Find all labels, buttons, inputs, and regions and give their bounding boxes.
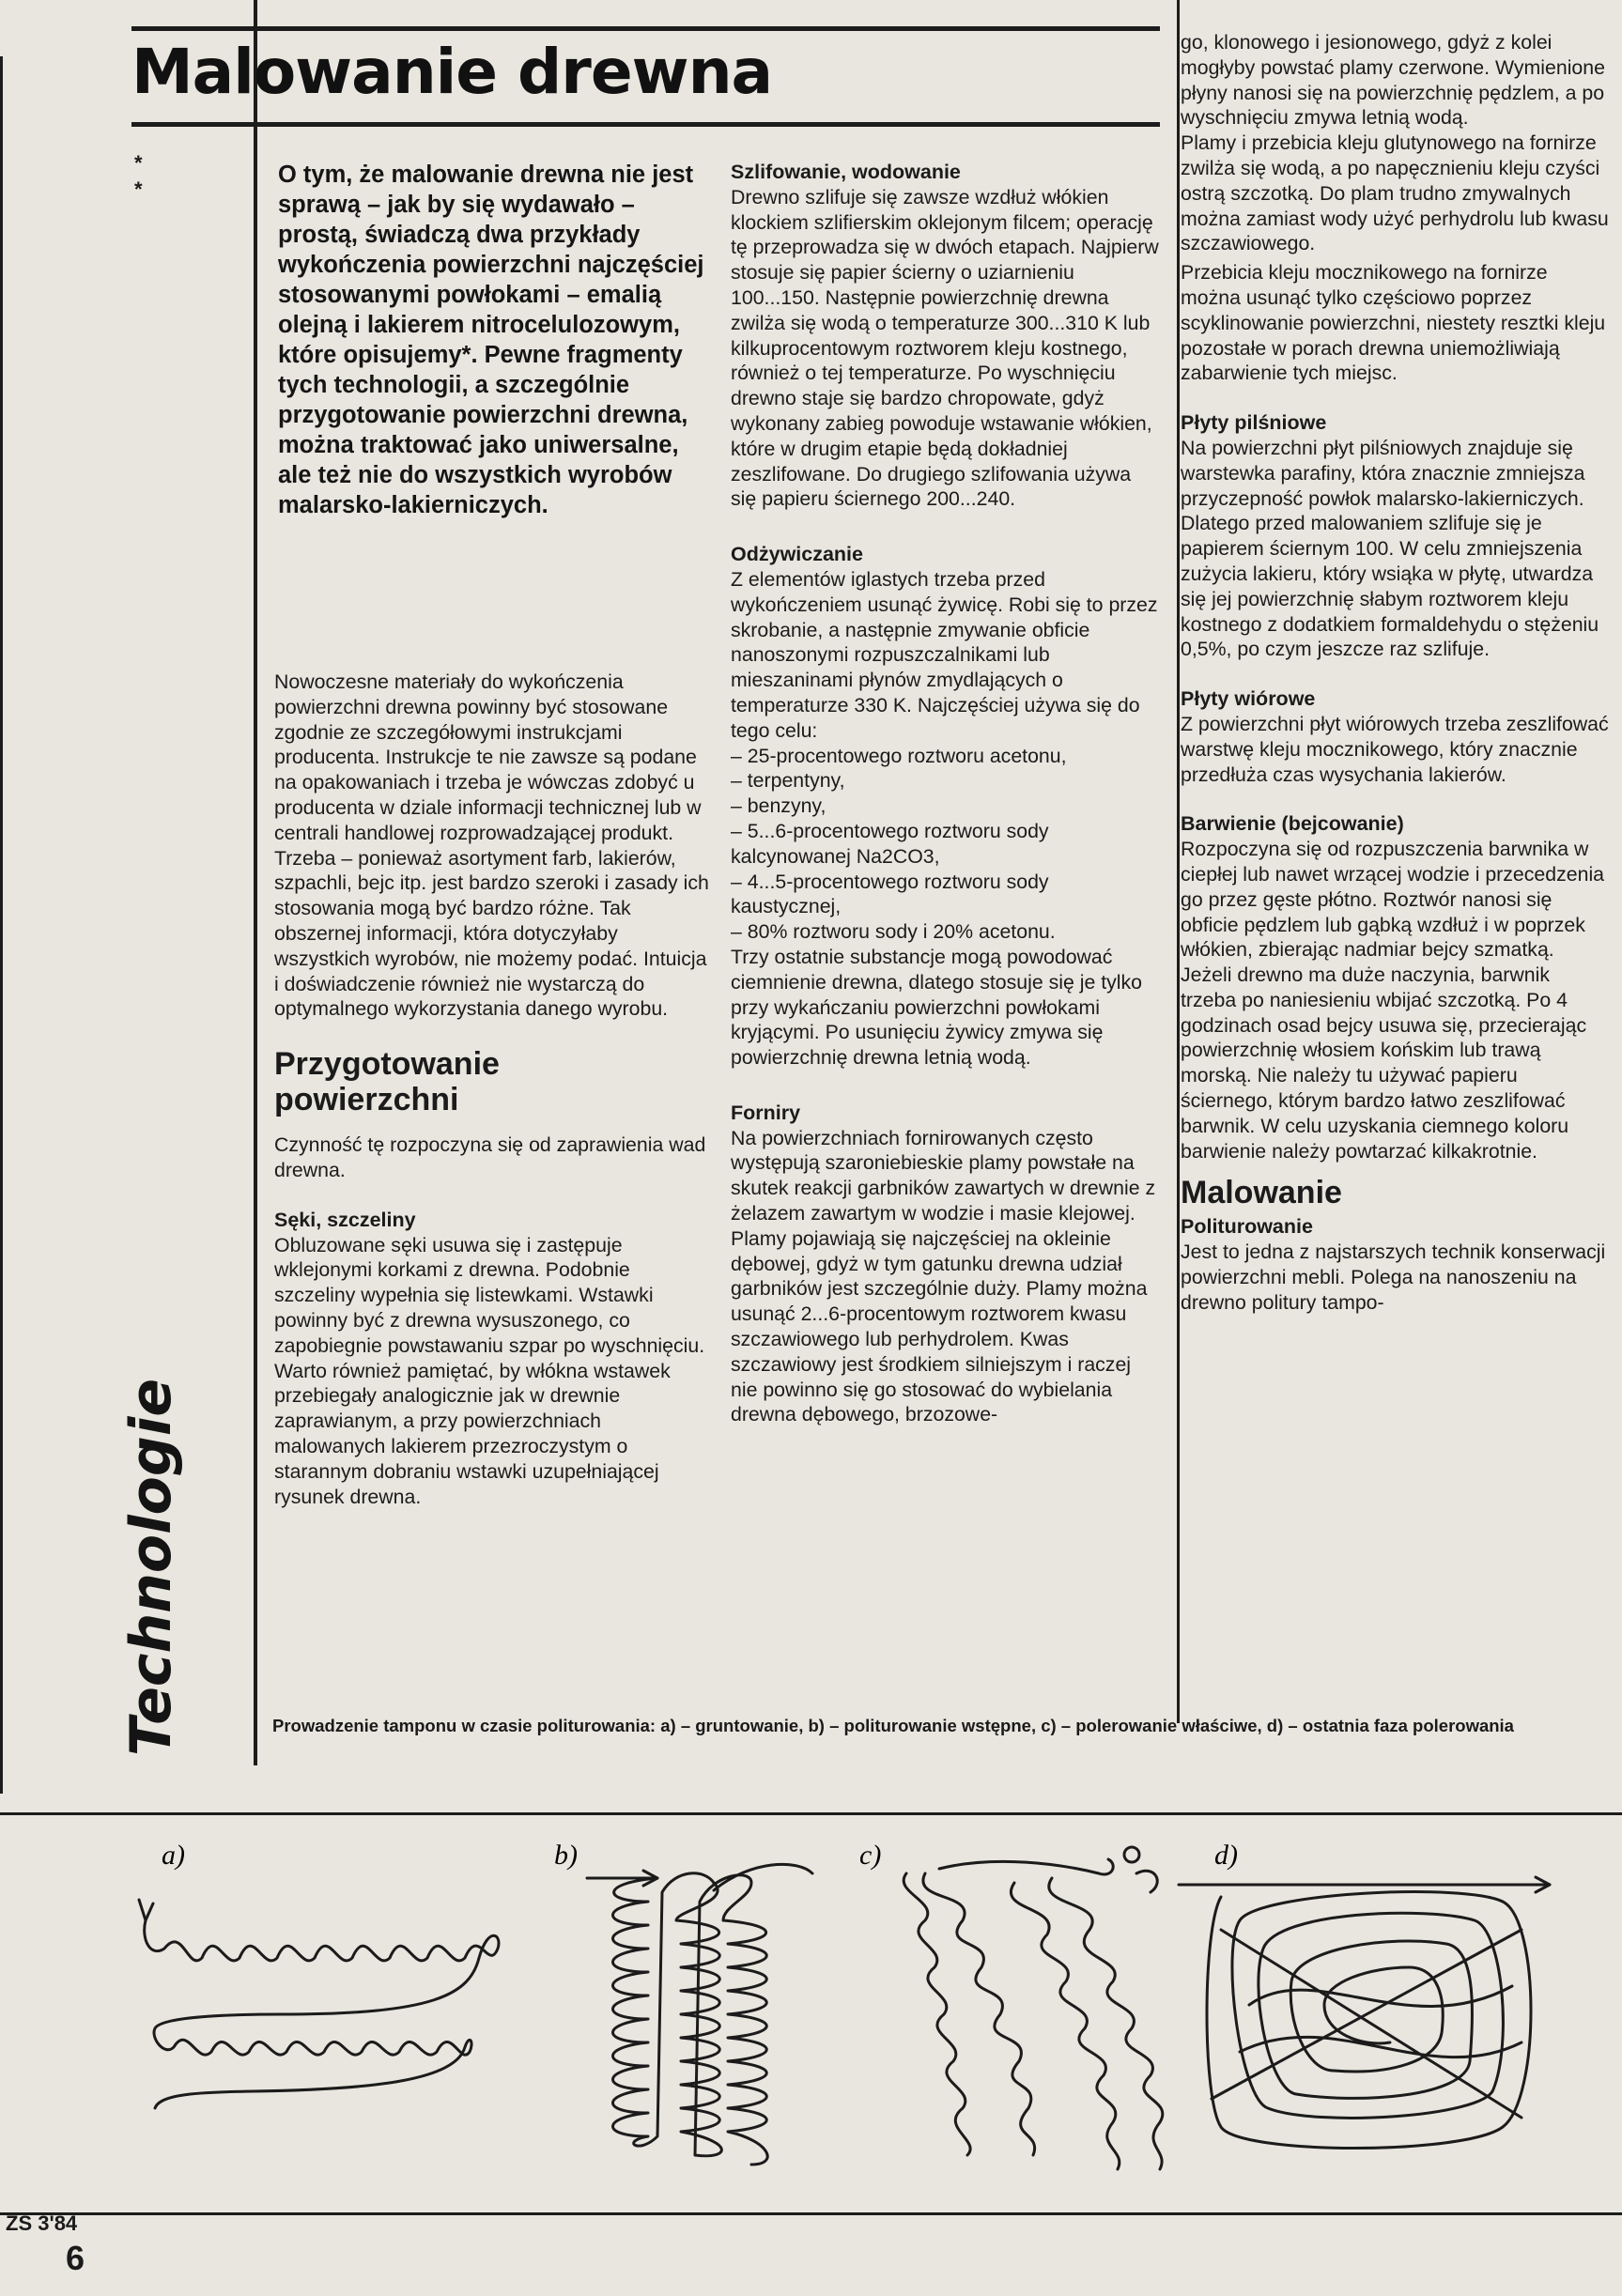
figure-label-c: c) xyxy=(859,1840,882,1871)
paragraph-odzywiczanie: Z elementów iglastych trzeba przed wykończeniem usunąć żywicę. Robi się to przez skrobanie, a następnie zmywanie obficie nanoszonymi rozpuszczalnikami lub mieszaninami płynów zmydlających o temperaturze 330 K. Najczęściej używa się do tego celu: xyxy=(731,567,1158,742)
list-item: – 25-procentowego roztworu acetonu, xyxy=(731,744,1067,767)
paragraph-barwienie: Rozpoczyna się od rozpuszczenia barwnika w ciepłej lub nawet wrzącej wodzie i przecedzenia go przez gęste płótno. Roztwór nanosi się obficie pędzlem lub gąbką wzdłuż i w poprzek włókien, zbierając nadmiar bejcy szmatką. Jeżeli drewno ma duże naczynia, barwnik trzeba po naniesieniu wbijać szczotką. Po 4 godzinach osad bejcy usuwa się, przecierając powierzchnię włosiem końskim lub trawą morską. Nie należy tu używać papieru ściernego, którym bardzo łatwo zeszlifować barwnik. W celu uzyskania ciemnego koloru barwienie należy powtarzać kilkakrotnie. xyxy=(1181,838,1605,1163)
column-divider-top xyxy=(1177,0,1180,1723)
paragraph-plyty-pilsniowe: Na powierzchni płyt pilśniowych znajduje się warstewka parafiny, która znacznie zmniejsza przyczepność powłok malarsko-lakierniczych. Dlatego przed malowaniem szlifuje się je papierem ściernym 100. W celu zmniejszenia zużycia lakieru, który wsiąka w płytę, utwardza się jej powierzchnię słabym roztworem kleju kostnego z dodatkiem formaldehydu o stężeniu 0,5%, po czym jeszcze raz szlifuje. xyxy=(1181,436,1599,661)
title-bottom-rule xyxy=(131,122,1160,127)
left-edge-rule xyxy=(0,56,3,1794)
footer-issue: ZS 3'84 xyxy=(6,2211,78,2235)
paragraph-odzywiczanie-after: Trzy ostatnie substancje mogą powodować ciemnienie drewna, dlatego stosuje się je tylko przy wykańczaniu powierzchni powłokami kryjącymi. Po usunięciu żywicy zmywa się powierzchnię drewna letnią wodą. xyxy=(731,945,1143,1070)
column-1 xyxy=(274,670,709,1509)
figure-label-b: b) xyxy=(554,1840,578,1871)
title-top-rule xyxy=(131,26,1160,31)
lead-paragraph: O tym, że malowanie drewna nie jest sprawą – jak by się wydawało – prostą, świadczą dwa przykłady wykończenia powierzchni najczęściej stosowanymi powłokami – emalią olejną i lakierem nitrocelulozowym, które opisujemy*. Pewne fragmenty tych technologii, a szczególnie przygotowanie powierzchni drewna, można traktować jako uniwersalne, ale też nie do wszystkich wyrobów malarsko-lakierniczych. xyxy=(278,162,704,518)
paragraph-politurowanie: Jest to jedna z najstarszych technik konserwacji powierzchni mebli. Polega na nanoszeniu na drewno politury tampo- xyxy=(1181,1240,1606,1314)
loop-mark-c xyxy=(1124,1847,1139,1862)
list-item: – benzyny, xyxy=(731,794,826,818)
page-title: Malowanie drewna xyxy=(131,36,773,108)
paragraph-forniry: Na powierzchniach fornirowanych często występują szaroniebieskie plamy powstałe na skutek reakcji garbników zawartych w drewnie z żelazem zawartym w wodzie i masie klejowej. Plamy pojawiają się najczęściej na okleinie dębowej, gdyż w tym gatunku drewna udział garbników jest szczególnie duży. Plamy można usunąć 2...6-procentowym roztworem kwasu szczawiowego lub perhydrolem. Kwas szczawiowy jest środkiem silniejszym i raczej nie powinno się go stosować do wybielania drewna dębowego, brzozowe- xyxy=(731,1126,1156,1426)
section-paragraph: Czynność tę rozpoczyna się od zaprawienia wad drewna. xyxy=(274,1133,706,1181)
section-heading-malowanie: Malowanie xyxy=(1181,1175,1342,1211)
subheading-odzywiczanie: Odżywiczanie xyxy=(731,543,863,566)
subheading-seki: Sęki, szczeliny xyxy=(274,1208,416,1231)
stroke-pattern-d xyxy=(1179,1885,1550,2149)
list-item: – 4...5-procentowego roztworu sody kaustycznej, xyxy=(731,870,1049,918)
left-margin-rule xyxy=(254,0,257,1765)
list-item: – 5...6-procentowego roztworu sody kalcynowanej Na2CO3, xyxy=(731,819,1049,868)
figure-bottom-rule xyxy=(0,2212,1622,2215)
column-3 xyxy=(1181,30,1611,1316)
star-mark: * xyxy=(134,151,143,175)
figure-label-a: a) xyxy=(162,1840,185,1871)
column-2 xyxy=(731,160,1161,1427)
paragraph-seki: Obluzowane sęki usuwa się i zastępuje wklejonymi korkami z drewna. Podobnie szczeliny wypełnia się listewkami. Wstawki powinny być z drewna wysuszonego, co zapobiegnie powstawaniu szpar po wyschnięciu. Warto również pamiętać, by włókna wstawek przebiegały analogicznie jak w drewnie zaprawianym, a przy powierzchniach malowanych lakierem przezroczystym o starannym dobraniu wstawki uzupełniającej rysunek drewna. xyxy=(274,1233,705,1508)
list-item: – 80% roztworu sody i 20% acetonu. xyxy=(731,920,1056,944)
star-mark: * xyxy=(134,177,143,201)
section-heading-przygotowanie: Przygotowanie powierzchni xyxy=(274,1046,500,1118)
paragraph-plyty-wiorowe: Z powierzchni płyt wiórowych trzeba zeszlifować warstwę kleju mocznikowego, który znacznie przedłuża czas wysychania lakierów. xyxy=(1181,712,1609,786)
stroke-pattern-c xyxy=(904,1859,1163,2169)
list-item: – terpentyny, xyxy=(731,769,845,793)
figure-top-rule xyxy=(0,1812,1622,1815)
paragraph-szlifowanie: Drewno szlifuje się zawsze wzdłuż włókien klockiem szlifierskim oklejonym filcem; operację tę przeprowadza się w dwóch etapach. Najpierw stosuje się papier ścierny o uziarnieniu 100...150. Następnie powierzchnię drewna zwilża się wodą o temperaturze 300...310 K lub kilkuprocentowym roztworem kleju kostnego, również o tej temperaturze. Po wyschnięciu drewno staje się bardzo chropowate, gdyż wykonany zabieg powoduje wstawanie włókien, które w drugim etapie będą dokładniej zeszlifowane. Do drugiego szlifowania używa się papieru ściernego 200...240. xyxy=(731,185,1159,511)
paragraph-mocznikowy: Przebicia kleju mocznikowego na fornirze można usunąć tylko częściowo poprzez scyklinowanie powierzchni, niestety resztki kleju pozostałe w porach drewna uniemożliwiają zabarwienie tych miejsc. xyxy=(1181,261,1606,385)
subheading-szlifowanie: Szlifowanie, wodowanie xyxy=(731,161,961,183)
subheading-plyty-pilsniowe: Płyty pilśniowe xyxy=(1181,411,1327,435)
stroke-pattern-b xyxy=(587,1864,812,2165)
subheading-forniry: Forniry xyxy=(731,1101,801,1124)
subheading-barwienie: Barwienie (bejcowanie) xyxy=(1181,812,1404,836)
intro-paragraph: Nowoczesne materiały do wykończenia powierzchni drewna powinny być stosowane zgodnie ze szczegółowymi instrukcjami producenta. Instrukcje te nie zawsze są podane na opakowaniach i trzeba je wówczas zdobyć u producenta w dziale informacji technicznej lub w centrali handlowej rozprowadzającej produkt. Trzeba – ponieważ asortyment farb, lakierów, szpachli, bejc itp. jest bardzo szeroki i zasady ich stosowania mogą być bardzo różne. Tak obszernej informacji, która dotyczyłaby wszystkich wyrobów, nie możemy podać. Intuicja i doświadczenie również nie wystarczą do optymalnego wykorzystania danego wyrobu. xyxy=(274,670,709,1021)
section-vertical-label: Technologie xyxy=(118,1378,184,1756)
paragraph-glutynowy: Plamy i przebicia kleju glutynowego na fornirze zwilża się wodą, a po napęcznieniu kleju czyści ostrą szczotką. Do plam trudno zmywalnych można zamiast wody użyć perhydrolu lub kwasu szczawiowego. xyxy=(1181,131,1609,255)
star-marks xyxy=(134,150,143,203)
subheading-politurowanie: Politurowanie xyxy=(1181,1215,1313,1239)
stroke-pattern-a xyxy=(145,1920,499,2108)
figure-label-d: d) xyxy=(1214,1840,1238,1871)
paragraph-continued: go, klonowego i jesionowego, gdyż z kolei mogłyby powstać plamy czerwone. Wymienione płyny nanosi się na powierzchnię pędzlem, a po wyschnięciu zmywa letnią wodą. xyxy=(1181,31,1605,130)
subheading-plyty-wiorowe: Płyty wiórowe xyxy=(1181,687,1316,711)
footer-page-number: 6 xyxy=(66,2239,85,2277)
figure-caption: Prowadzenie tamponu w czasie politurowania: a) – gruntowanie, b) – politurowanie wstępne, c) – polerowanie właściwe, d) – ostatnia faza polerowania xyxy=(272,1716,1514,1735)
arrow-a xyxy=(139,1900,153,1920)
tampon-diagram xyxy=(0,1817,1622,2211)
